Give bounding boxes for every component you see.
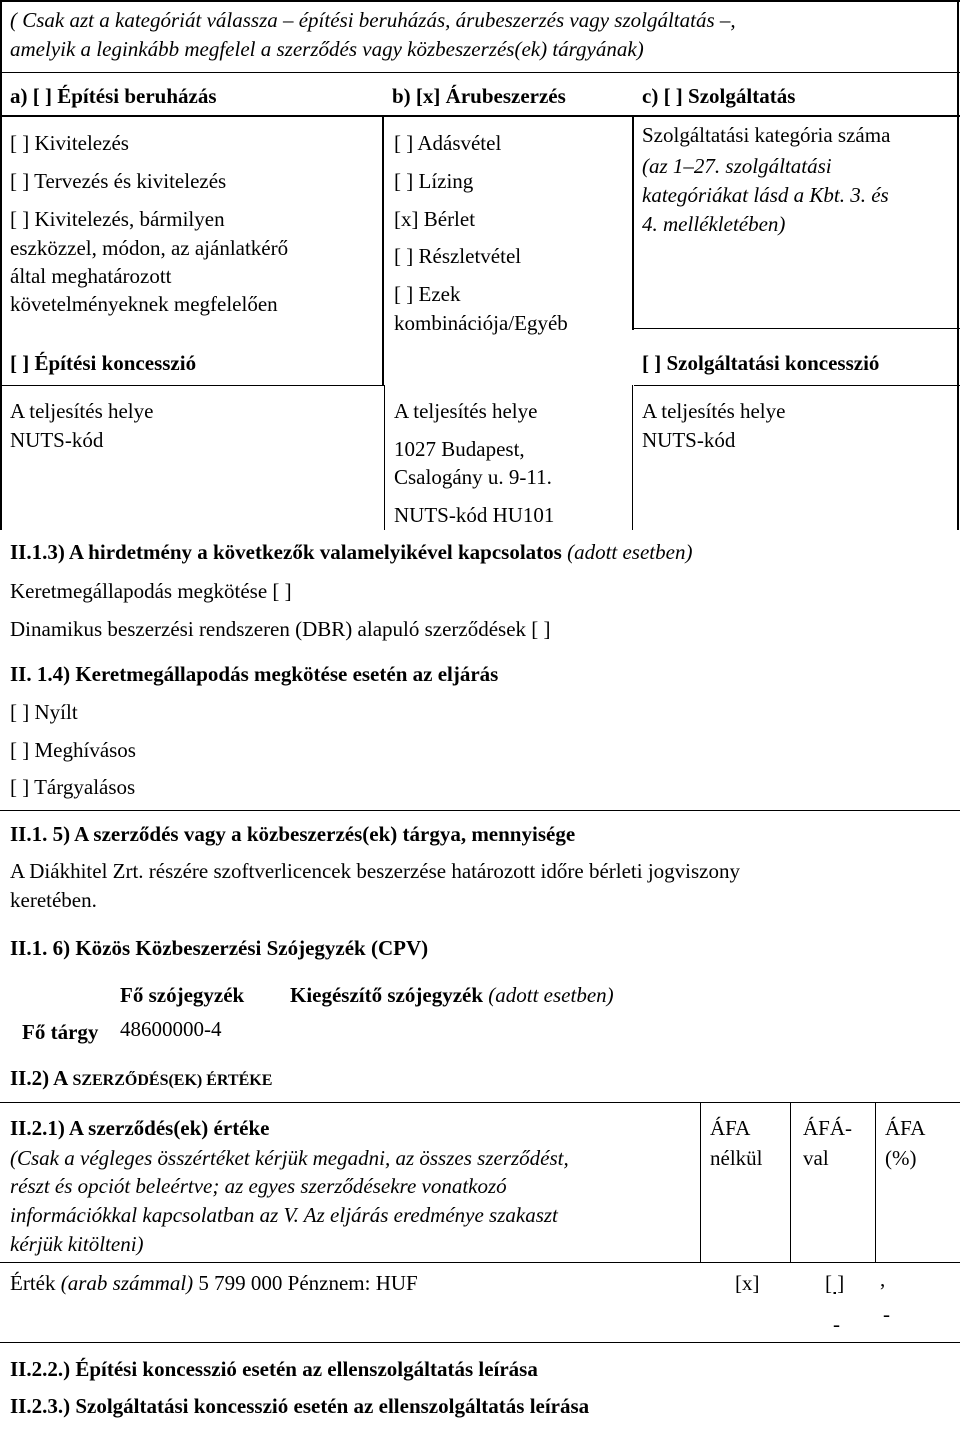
dbr-contracts-option[interactable]: Dinamikus beszerzési rendszeren (DBR) alapuló szerződések [ ] <box>10 617 551 641</box>
col-b-item-lizing[interactable]: [ ] Lízing <box>394 169 474 193</box>
category-a-option[interactable]: a) [ ] Építési beruházás <box>10 84 217 108</box>
cpv-supp-vocab-note: (adott esetben) <box>488 983 614 1007</box>
s113-title <box>10 540 692 565</box>
currency-label: Pénznem: <box>287 1271 371 1295</box>
category-c-option[interactable]: c) [ ] Szolgáltatás <box>642 84 796 108</box>
s221-col-vat-line2: (%) <box>885 1146 917 1170</box>
vat-dash: - <box>883 1302 890 1326</box>
s113-title-note: (adott esetben) <box>567 540 693 564</box>
col-b-item-reszletvetel[interactable]: [ ] Részletvétel <box>394 244 522 268</box>
category-b-option[interactable]: b) [x] Árubeszerzés <box>392 84 566 108</box>
col-a-item3-line1[interactable]: [ ] Kivitelezés, bármilyen <box>10 207 225 231</box>
col-a-item3-line4: követelményeknek megfelelően <box>10 292 278 316</box>
col-a-item-tervezes[interactable]: [ ] Tervezés és kivitelezés <box>10 169 227 193</box>
col-b-item-adasvetel[interactable]: [ ] Adásvétel <box>394 131 502 155</box>
value-note: (arab számmal) <box>60 1271 194 1295</box>
lower-divider-c <box>634 385 960 386</box>
s221-col-rule-1 <box>700 1102 701 1262</box>
concession-c-divider <box>634 328 960 329</box>
value-label: Érték <box>10 1271 56 1295</box>
header-divider <box>0 72 960 73</box>
building-concession-option[interactable]: [ ] Építési koncesszió <box>10 351 197 375</box>
s115-title: II.1. 5) A szerződés vagy a közbeszerzés(ek) tárgya, mennyisége <box>10 822 576 846</box>
s221-col-rule-2 <box>790 1102 791 1262</box>
net-checkbox[interactable]: [x] <box>735 1271 760 1295</box>
col-c-category-label: Szolgáltatási kategória száma <box>642 123 891 147</box>
gross-checkbox[interactable]: [ ] <box>825 1271 845 1295</box>
col-b-address-line1: 1027 Budapest, <box>394 437 525 461</box>
s115-text-line2: keretében. <box>10 888 97 912</box>
header-note-line1: ( Csak azt a kategóriát válassza – építési beruházás, árubeszerzés vagy szolgáltatás –, <box>10 8 736 32</box>
col-c-place-label: A teljesítés helye <box>642 399 786 423</box>
col-a-item3-line3: által meghatározott <box>10 264 172 288</box>
col-c-category-note3: 4. mellékletében) <box>642 212 786 236</box>
top-border <box>0 0 960 2</box>
s221-note-line3: információkkal kapcsolatban az V. Az eljárás eredménye szakaszt <box>10 1203 558 1227</box>
s221-col-vat-line1: ÁFA <box>885 1116 926 1140</box>
cpv-supp-vocab-label: Kiegészítő szójegyzék <box>290 983 484 1007</box>
s22-title-smallcaps: SZERZŐDÉS(EK) ÉRTÉKE <box>72 1072 273 1089</box>
s115-top-rule <box>0 810 960 811</box>
vat-comma: , <box>880 1267 886 1291</box>
s221-top-rule <box>0 1102 960 1103</box>
s113-title-bold: II.1.3) A hirdetmény a következők valamelyikével kapcsolatos <box>10 540 562 564</box>
col-c-category-note2: kategóriákat lásd a Kbt. 3. és <box>642 183 889 207</box>
right-border <box>957 0 959 530</box>
header-note-line2: amelyik a leginkább megfelel a szerződés vagy közbeszerzés(ek) tárgyának) <box>10 37 644 61</box>
s221-title: II.2.1) A szerződés(ek) értéke <box>10 1116 270 1140</box>
s223-title: II.2.3.) Szolgáltatási koncesszió esetén az ellenszolgáltatás leírása <box>10 1394 590 1418</box>
s222-title: II.2.2.) Építési koncesszió esetén az ellenszolgáltatás leírása <box>10 1357 538 1381</box>
col-c-nuts: NUTS-kód <box>642 428 736 452</box>
place-col-c-divider <box>632 385 633 530</box>
cpv-main-object-label: Fő tárgy <box>22 1020 99 1044</box>
value-amount: 5 799 000 <box>198 1271 283 1295</box>
gross-dash: - <box>833 1312 840 1336</box>
left-border <box>0 0 2 530</box>
cpv-main-vocab-header: Fő szójegyzék <box>120 983 245 1007</box>
s116-title: II.1. 6) Közös Közbeszerzési Szójegyzék (CPV) <box>10 936 429 960</box>
s221-col-gross-line1: ÁFÁ- <box>803 1116 853 1140</box>
col-b-item-berlet[interactable]: [x] Bérlet <box>394 207 476 231</box>
s22-prefix: II.2) A <box>10 1066 68 1090</box>
s221-col-gross-line2: val <box>803 1146 829 1170</box>
s221-row-rule <box>0 1262 960 1263</box>
s221-note-line2: részt és opciót beleértve; az egyes szerződésekre vonatkozó <box>10 1174 507 1198</box>
service-concession-option[interactable]: [ ] Szolgáltatási koncesszió <box>642 351 880 375</box>
currency-value: HUF <box>375 1271 418 1295</box>
col-a-item3-line2: eszközzel, módon, az ajánlatkérő <box>10 236 289 260</box>
procedure-restricted-option[interactable]: [ ] Meghívásos <box>10 738 136 762</box>
s221-note-line1: (Csak a végleges összértéket kérjük megadni, az összes szerződést, <box>10 1146 569 1170</box>
col-b-item-ezek[interactable]: [ ] Ezek <box>394 282 461 306</box>
col-a-place-label: A teljesítés helye <box>10 399 154 423</box>
col-a-item-kivitelezes[interactable]: [ ] Kivitelezés <box>10 131 129 155</box>
col-b-place-label: A teljesítés helye <box>394 399 538 423</box>
col-c-category-note1: (az 1–27. szolgáltatási <box>642 154 832 178</box>
place-col-a-divider <box>384 385 385 530</box>
s221-col-net-line2: nélkül <box>710 1146 763 1170</box>
cpv-main-code: 48600000-4 <box>120 1017 222 1041</box>
s221-note-line4: kérjük kitölteni) <box>10 1232 144 1256</box>
s221-col-net-line1: ÁFA <box>710 1116 751 1140</box>
contract-value-row <box>10 1271 418 1296</box>
col-a-nuts: NUTS-kód <box>10 428 104 452</box>
s115-text-line1: A Diákhitel Zrt. részére szoftverlicencek beszerzése határozott időre bérleti jogviszony <box>10 859 741 883</box>
col-b-item-kombinacio: kombinációja/Egyéb <box>394 311 568 335</box>
cpv-supp-vocab-header <box>290 983 614 1008</box>
s221-bottom-rule <box>0 1342 960 1343</box>
col-b-c-divider <box>632 115 634 330</box>
col-b-nuts: NUTS-kód HU101 <box>394 503 555 527</box>
s221-col-rule-3 <box>875 1102 876 1262</box>
col-b-address-line2: Csalogány u. 9-11. <box>394 465 552 489</box>
col-a-b-divider <box>382 115 384 385</box>
s22-title <box>10 1066 272 1091</box>
lower-divider-a <box>0 385 384 386</box>
s114-title: II. 1.4) Keretmegállapodás megkötése esetén az eljárás <box>10 662 499 686</box>
procedure-open-option[interactable]: [ ] Nyílt <box>10 700 78 724</box>
categories-divider <box>0 115 960 117</box>
framework-agreement-option[interactable]: Keretmegállapodás megkötése [ ] <box>10 579 292 603</box>
procedure-negotiated-option[interactable]: [ ] Tárgyalásos <box>10 775 136 799</box>
